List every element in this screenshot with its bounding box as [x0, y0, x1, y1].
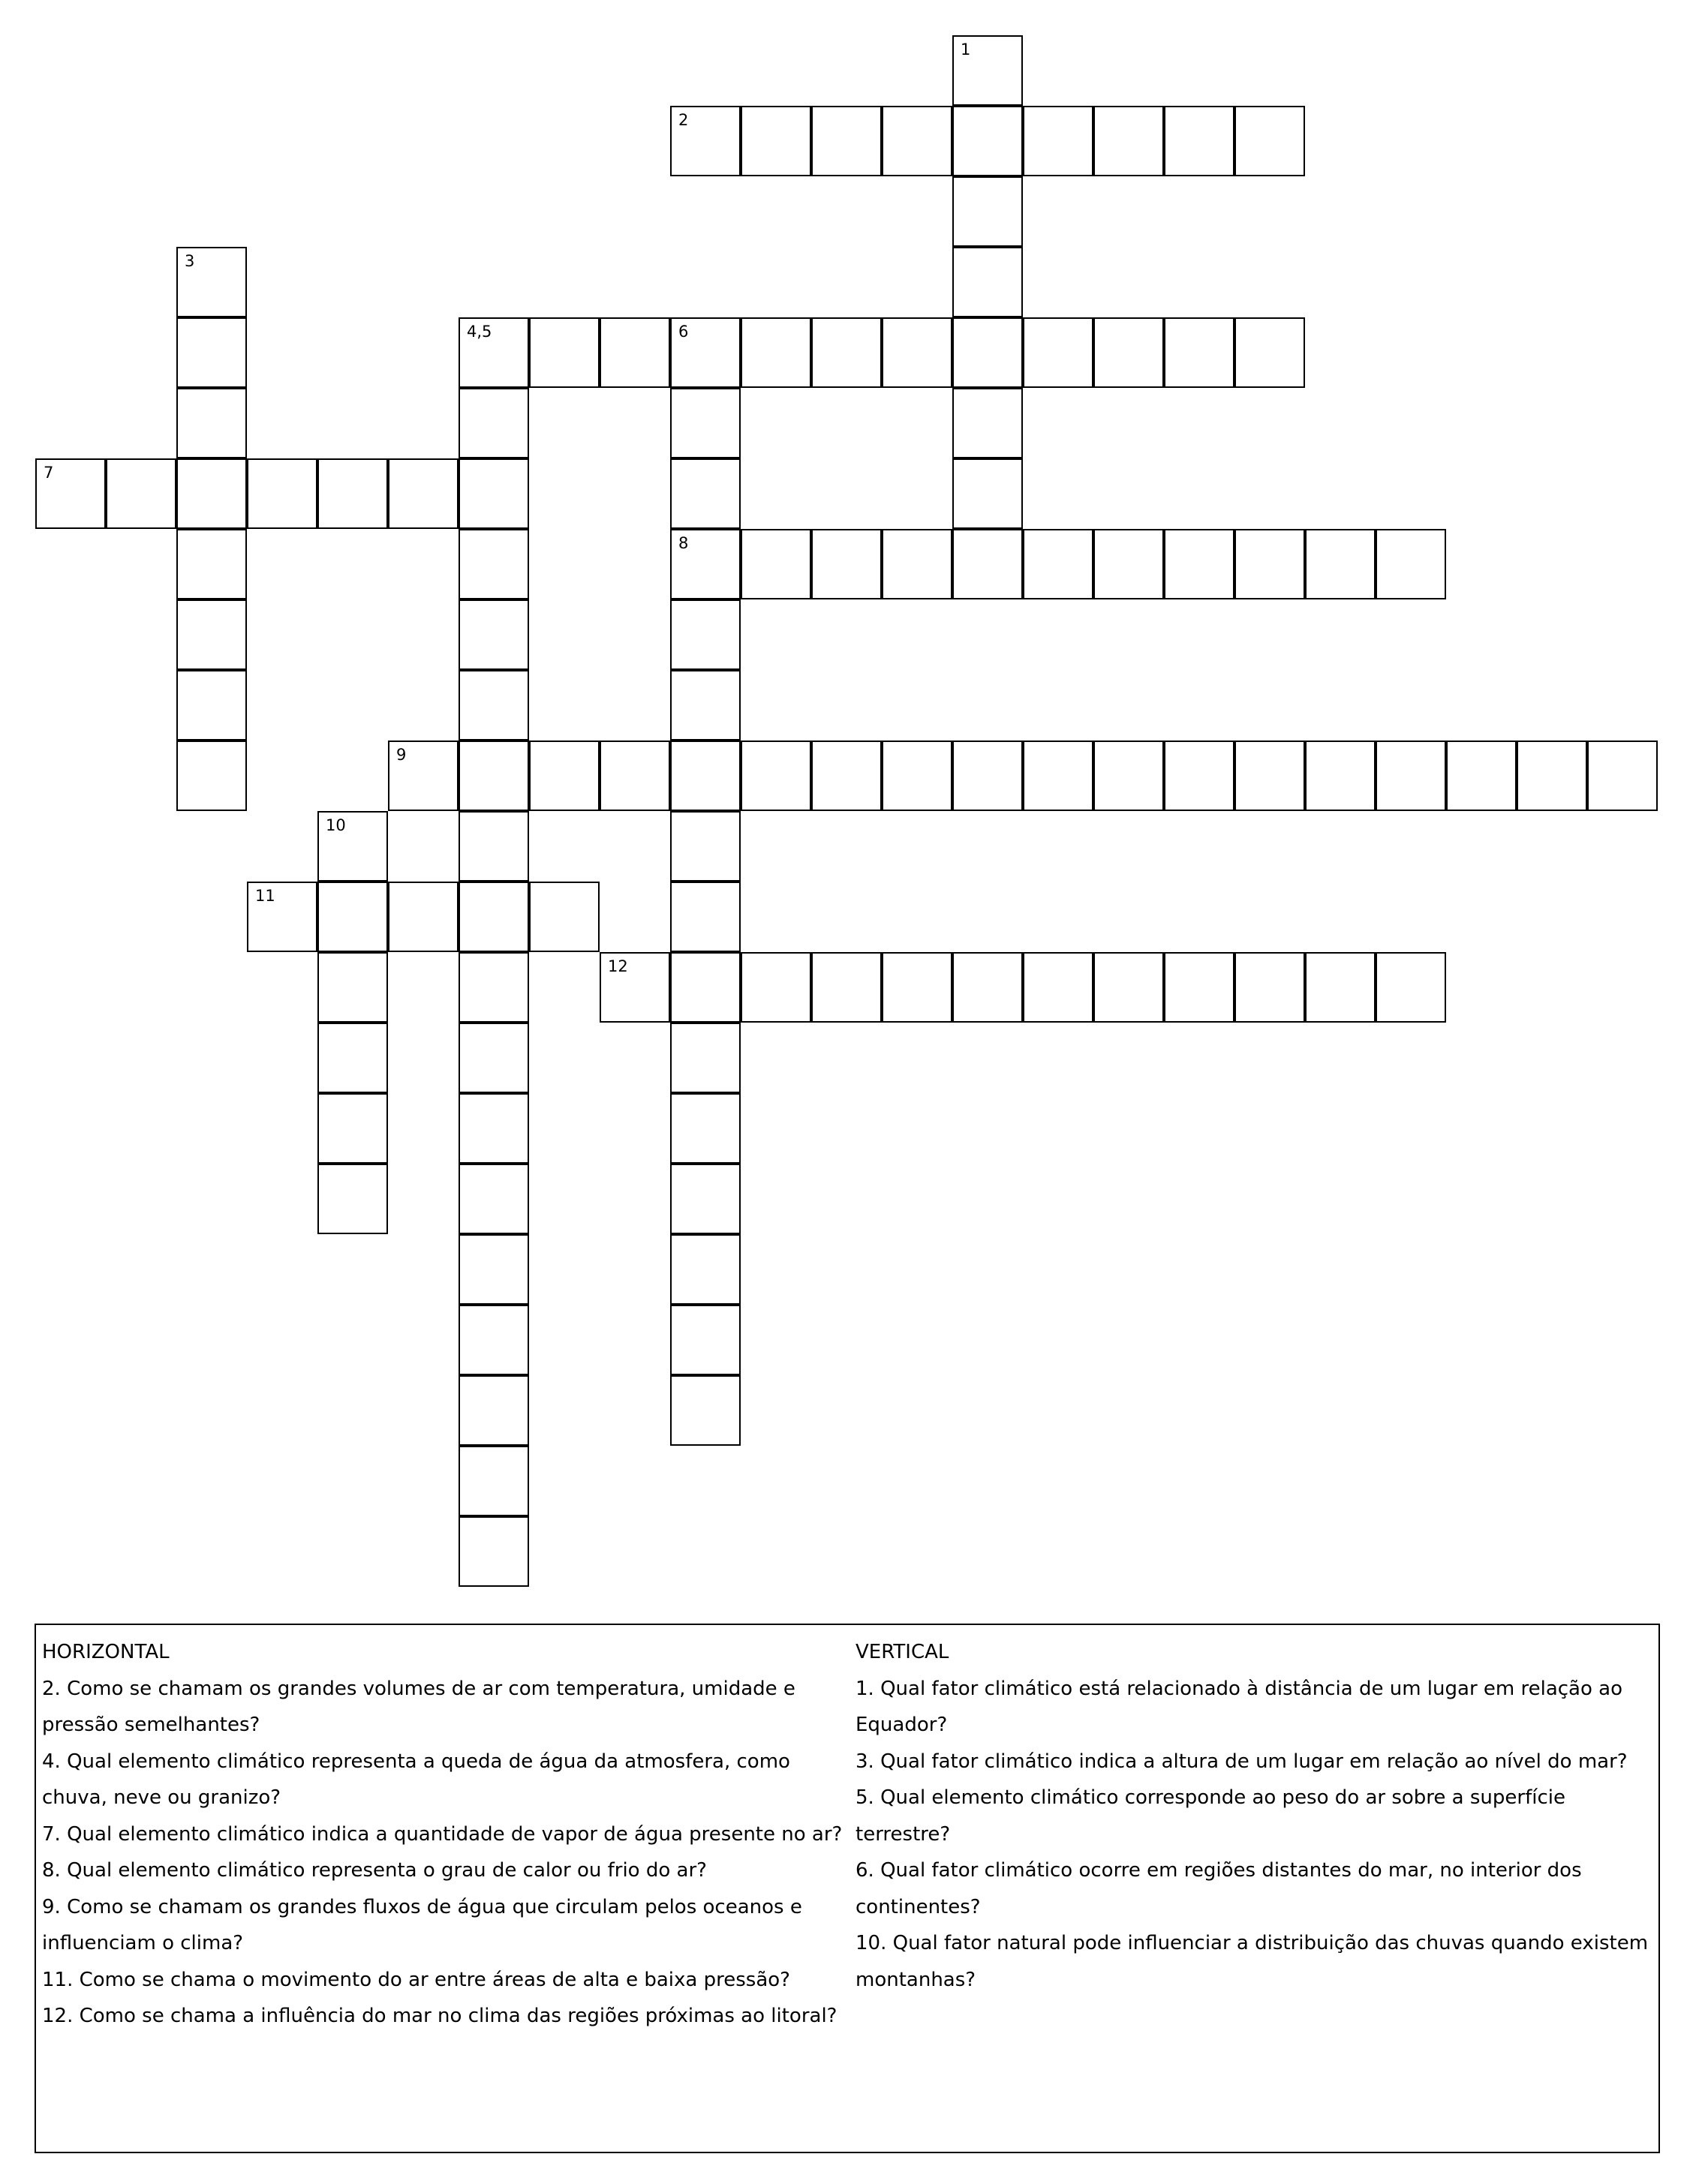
- grid-cell[interactable]: [952, 176, 1023, 247]
- clue-number-7: 7: [44, 464, 54, 482]
- grid-cell[interactable]: [317, 952, 388, 1023]
- grid-cell[interactable]: [459, 1234, 529, 1305]
- grid-cell[interactable]: [459, 811, 529, 882]
- grid-cell[interactable]: [1305, 529, 1376, 599]
- grid-cell[interactable]: [459, 670, 529, 741]
- grid-cell[interactable]: [952, 741, 1023, 811]
- grid-cell[interactable]: [1234, 106, 1305, 176]
- grid-cell[interactable]: [741, 317, 811, 388]
- grid-cell[interactable]: [741, 106, 811, 176]
- clue-number-1: 1: [961, 41, 971, 59]
- grid-cell[interactable]: [176, 599, 247, 670]
- grid-cell[interactable]: [459, 1305, 529, 1375]
- grid-cell[interactable]: [1093, 952, 1164, 1023]
- clue-number-4-5: 4,5: [467, 323, 492, 341]
- grid-cell[interactable]: [670, 317, 741, 388]
- grid-cell[interactable]: [1093, 741, 1164, 811]
- grid-cell[interactable]: [952, 529, 1023, 599]
- grid-cell[interactable]: [317, 1023, 388, 1093]
- grid-cell[interactable]: [882, 106, 952, 176]
- clue-number-3: 3: [185, 252, 195, 270]
- grid-cell[interactable]: [882, 741, 952, 811]
- clue-2-across: 2. Como se chamam os grandes volumes de ar com temperatura, umidade e pressão semelhantes?: [42, 1677, 795, 1736]
- clue-number-8: 8: [678, 534, 689, 552]
- grid-cell[interactable]: [1234, 529, 1305, 599]
- grid-cell[interactable]: [952, 458, 1023, 529]
- grid-cell[interactable]: [1305, 952, 1376, 1023]
- grid-cell[interactable]: [670, 458, 741, 529]
- grid-cell[interactable]: [670, 599, 741, 670]
- grid-cell[interactable]: [1376, 741, 1446, 811]
- grid-cell[interactable]: [247, 458, 317, 529]
- grid-cell[interactable]: [670, 952, 741, 1023]
- grid-cell[interactable]: [459, 1093, 529, 1164]
- grid-cell[interactable]: [176, 317, 247, 388]
- grid-cell[interactable]: [811, 952, 882, 1023]
- grid-cell[interactable]: [882, 952, 952, 1023]
- grid-cell[interactable]: [388, 882, 459, 952]
- grid-cell[interactable]: [1164, 317, 1234, 388]
- grid-cell[interactable]: [247, 882, 317, 952]
- grid-cell[interactable]: [459, 317, 529, 388]
- grid-cell[interactable]: [1023, 529, 1093, 599]
- grid-cell[interactable]: [952, 317, 1023, 388]
- grid-cell[interactable]: [1234, 741, 1305, 811]
- grid-cell[interactable]: [741, 952, 811, 1023]
- clue-number-11: 11: [255, 887, 275, 905]
- grid-cell[interactable]: [459, 529, 529, 599]
- grid-cell[interactable]: [459, 1023, 529, 1093]
- grid-cell[interactable]: [811, 106, 882, 176]
- clue-number-10: 10: [326, 816, 346, 834]
- clue-4-across: 4. Qual elemento climático representa a queda de água da atmosfera, como chuva, neve ou granizo?: [42, 1750, 790, 1809]
- grid-cell[interactable]: [459, 1164, 529, 1234]
- grid-cell[interactable]: [1023, 741, 1093, 811]
- grid-cell[interactable]: [1376, 529, 1446, 599]
- grid-cell[interactable]: [459, 388, 529, 458]
- grid-cell[interactable]: [317, 1164, 388, 1234]
- horizontal-clues: [42, 1634, 845, 2035]
- clue-1-down: 1. Qual fator climático está relacionado à distância de um lugar em relação ao Equador?: [856, 1677, 1622, 1736]
- grid-cell[interactable]: [106, 458, 176, 529]
- grid-cell[interactable]: [741, 741, 811, 811]
- clue-7-across: 7. Qual elemento climático indica a quantidade de vapor de água presente no ar?: [42, 1822, 843, 1846]
- grid-cell[interactable]: [952, 388, 1023, 458]
- clue-11-across: 11. Como se chama o movimento do ar entre áreas de alta e baixa pressão?: [42, 1968, 790, 1991]
- grid-cell[interactable]: [1164, 952, 1234, 1023]
- clue-number-6: 6: [678, 323, 689, 341]
- grid-cell[interactable]: [1023, 106, 1093, 176]
- grid-cell[interactable]: [529, 317, 600, 388]
- clue-number-9: 9: [396, 746, 407, 764]
- grid-cell[interactable]: [176, 247, 247, 317]
- grid-cell[interactable]: [1376, 952, 1446, 1023]
- grid-cell[interactable]: [459, 741, 529, 811]
- clue-5-down: 5. Qual elemento climático corresponde ao peso do ar sobre a superfície terrestre?: [856, 1786, 1565, 1846]
- grid-cell[interactable]: [176, 670, 247, 741]
- grid-cell[interactable]: [811, 317, 882, 388]
- grid-cell[interactable]: [1023, 952, 1093, 1023]
- grid-cell[interactable]: [670, 811, 741, 882]
- grid-cell[interactable]: [1234, 317, 1305, 388]
- grid-cell[interactable]: [1164, 529, 1234, 599]
- grid-cell[interactable]: [670, 1093, 741, 1164]
- clue-8-across: 8. Qual elemento climático representa o grau de calor ou frio do ar?: [42, 1859, 707, 1882]
- grid-cell[interactable]: [388, 741, 459, 811]
- grid-cell[interactable]: [670, 1305, 741, 1375]
- grid-cell[interactable]: [459, 1375, 529, 1446]
- grid-cell[interactable]: [952, 35, 1023, 106]
- grid-cell[interactable]: [529, 882, 600, 952]
- grid-cell[interactable]: [741, 529, 811, 599]
- grid-cell[interactable]: [1305, 741, 1376, 811]
- grid-cell[interactable]: [317, 458, 388, 529]
- clue-12-across: 12. Como se chama a influência do mar no clima das regiões próximas ao litoral?: [42, 2005, 837, 2027]
- grid-cell[interactable]: [1093, 529, 1164, 599]
- grid-cell[interactable]: [670, 1164, 741, 1234]
- grid-cell[interactable]: [1446, 741, 1517, 811]
- grid-cell[interactable]: [600, 952, 670, 1023]
- grid-cell[interactable]: [317, 811, 388, 882]
- grid-cell[interactable]: [459, 952, 529, 1023]
- vertical-clues: [856, 1634, 1657, 1998]
- grid-cell[interactable]: [952, 952, 1023, 1023]
- clue-number-2: 2: [678, 111, 689, 129]
- grid-cell[interactable]: [1164, 106, 1234, 176]
- grid-cell[interactable]: [882, 317, 952, 388]
- grid-cell[interactable]: [1093, 317, 1164, 388]
- grid-cell[interactable]: [459, 458, 529, 529]
- grid-cell[interactable]: [1234, 952, 1305, 1023]
- grid-cell[interactable]: [670, 670, 741, 741]
- grid-cell[interactable]: [176, 741, 247, 811]
- grid-cell[interactable]: [459, 1446, 529, 1516]
- grid-cell[interactable]: [176, 529, 247, 599]
- grid-cell[interactable]: [1023, 317, 1093, 388]
- grid-cell[interactable]: [176, 388, 247, 458]
- grid-cell[interactable]: [670, 882, 741, 952]
- grid-cell[interactable]: [670, 529, 741, 599]
- clue-number-12: 12: [608, 957, 628, 975]
- grid-cell[interactable]: [459, 882, 529, 952]
- grid-cell[interactable]: [176, 458, 247, 529]
- grid-cell[interactable]: [670, 388, 741, 458]
- grid-cell[interactable]: [952, 106, 1023, 176]
- horizontal-heading: HORIZONTAL: [42, 1641, 170, 1663]
- grid-cell[interactable]: [670, 741, 741, 811]
- grid-cell[interactable]: [1093, 106, 1164, 176]
- vertical-heading: VERTICAL: [856, 1641, 949, 1663]
- grid-cell[interactable]: [670, 106, 741, 176]
- grid-cell[interactable]: [35, 458, 106, 529]
- grid-cell[interactable]: [882, 529, 952, 599]
- grid-cell[interactable]: [1517, 741, 1587, 811]
- grid-cell[interactable]: [459, 599, 529, 670]
- grid-cell[interactable]: [317, 882, 388, 952]
- grid-cell[interactable]: [670, 1023, 741, 1093]
- grid-cell[interactable]: [952, 247, 1023, 317]
- grid-cell[interactable]: [670, 1375, 741, 1446]
- clue-6-down: 6. Qual fator climático ocorre em regiões distantes do mar, no interior dos continentes?: [856, 1859, 1582, 1918]
- clue-10-down: 10. Qual fator natural pode influenciar a distribuição das chuvas quando existem montanhas?: [856, 1932, 1649, 1991]
- clues-box: [35, 1624, 1660, 2153]
- grid-cell[interactable]: [811, 529, 882, 599]
- grid-cell[interactable]: [811, 741, 882, 811]
- grid-cell[interactable]: [1587, 741, 1658, 811]
- grid-cell[interactable]: [1164, 741, 1234, 811]
- grid-cell[interactable]: [600, 317, 670, 388]
- clue-3-down: 3. Qual fator climático indica a altura de um lugar em relação ao nível do mar?: [856, 1750, 1628, 1773]
- grid-cell[interactable]: [317, 1093, 388, 1164]
- grid-cell[interactable]: [388, 458, 459, 529]
- clue-9-across: 9. Como se chamam os grandes fluxos de água que circulam pelos oceanos e influenciam o clima?: [42, 1895, 802, 1954]
- grid-cell[interactable]: [529, 741, 600, 811]
- grid-cell[interactable]: [670, 1234, 741, 1305]
- grid-cell[interactable]: [459, 1516, 529, 1587]
- grid-cell[interactable]: [600, 741, 670, 811]
